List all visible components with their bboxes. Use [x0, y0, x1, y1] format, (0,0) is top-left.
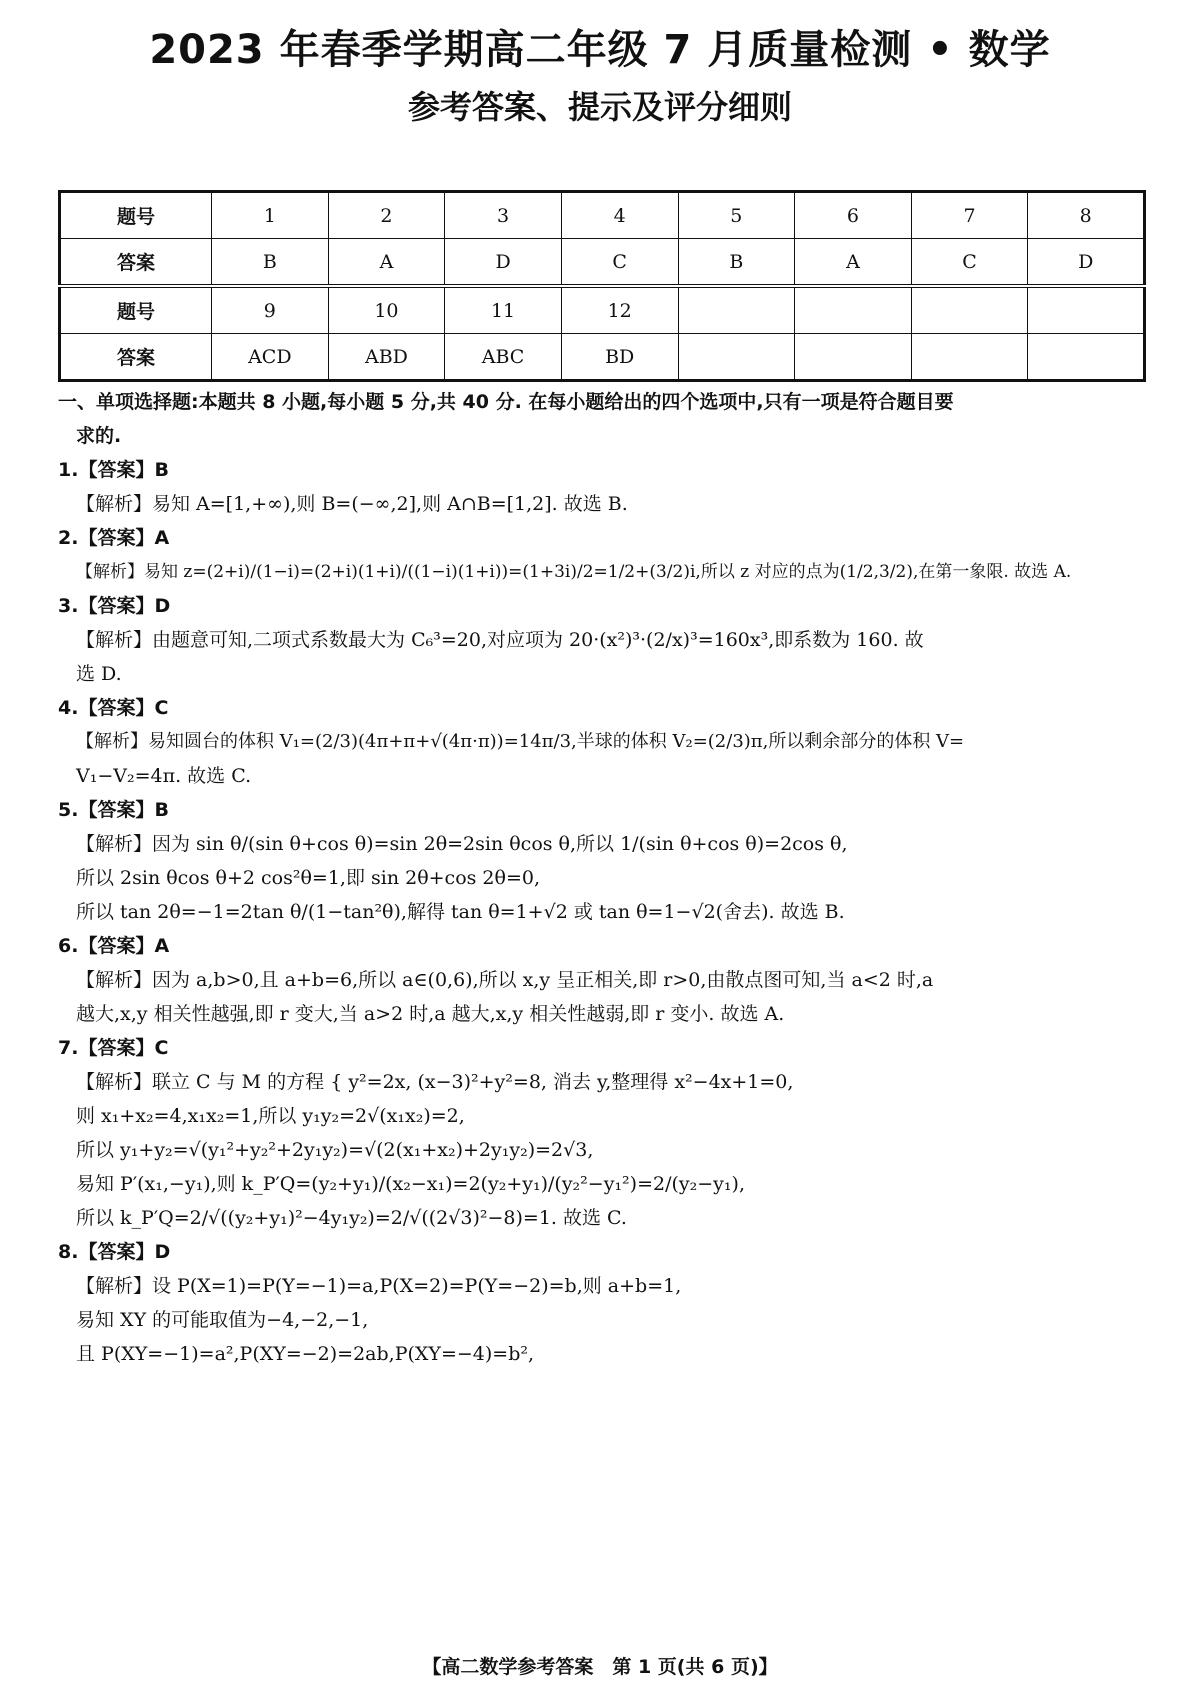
solution-line: 所以 y₁+y₂=√(y₁²+y₂²+2y₁y₂)=√(2(x₁+x₂)+2y₁y₂)=2√3, — [76, 1139, 594, 1161]
answer-label: 6.【答案】A — [58, 935, 170, 957]
answer-label: 2.【答案】A — [58, 527, 170, 549]
table-row-label: 答案 — [60, 334, 212, 381]
table-cell: 1 — [212, 192, 329, 239]
table-row-label: 题号 — [60, 286, 212, 334]
solutions-body — [58, 385, 1152, 1371]
solution-line: 【解析】易知 z=(2+i)/(1−i)=(2+i)(1+i)/((1−i)(1+i))=(1+3i)/2=1/2+(3/2)i,所以 z 对应的点为(1/2,3/2),在第一象限. 故选 A. — [76, 562, 1072, 582]
solution-line: 【解析】因为 sin θ/(sin θ+cos θ)=sin 2θ=2sin θcos θ,所以 1/(sin θ+cos θ)=2cos θ, — [76, 833, 848, 855]
table-cell: A — [795, 239, 912, 287]
answer-label: 8.【答案】D — [58, 1241, 171, 1263]
table-cell — [1028, 334, 1145, 381]
solution-line: 则 x₁+x₂=4,x₁x₂=1,所以 y₁y₂=2√(x₁x₂)=2, — [76, 1105, 465, 1127]
table-cell — [1028, 286, 1145, 334]
answer-label: 5.【答案】B — [58, 799, 169, 821]
question-block-3 — [58, 589, 1152, 691]
question-block-8 — [58, 1235, 1152, 1371]
page-title: 2023 年春季学期高二年级 7 月质量检测 • 数学 — [149, 27, 1051, 73]
solution-line: 【解析】易知 A=[1,+∞),则 B=(−∞,2],则 A∩B=[1,2]. 故选 B. — [76, 493, 628, 515]
table-cell: 2 — [328, 192, 445, 239]
table-row — [60, 192, 1145, 239]
answer-label: 3.【答案】D — [58, 595, 171, 617]
table-row-label: 题号 — [60, 192, 212, 239]
table-cell: 10 — [328, 286, 445, 334]
question-block-6 — [58, 929, 1152, 1031]
table-cell — [911, 334, 1028, 381]
table-cell: B — [212, 239, 329, 287]
table-cell: C — [561, 239, 678, 287]
section-heading: 一、单项选择题:本题共 8 小题,每小题 5 分,共 40 分. 在每小题给出的四个选项中,只有一项是符合题目要 — [58, 391, 954, 413]
table-row-label: 答案 — [60, 239, 212, 287]
table-cell — [678, 286, 795, 334]
table-cell: 4 — [561, 192, 678, 239]
answer-label: 1.【答案】B — [58, 459, 169, 481]
table-row — [60, 286, 1145, 334]
table-cell: A — [328, 239, 445, 287]
answer-label: 7.【答案】C — [58, 1037, 169, 1059]
solution-line: 【解析】联立 C 与 M 的方程 { y²=2x, (x−3)²+y²=8, 消去 y,整理得 x²−4x+1=0, — [76, 1071, 794, 1093]
question-block-7 — [58, 1031, 1152, 1235]
question-block-4 — [58, 691, 1152, 793]
table-cell: ABC — [445, 334, 562, 381]
table-cell: BD — [561, 334, 678, 381]
table-cell: B — [678, 239, 795, 287]
table-cell — [678, 334, 795, 381]
solution-line: 所以 k_P′Q=2/√((y₂+y₁)²−4y₁y₂)=2/√((2√3)²−8)=1. 故选 C. — [76, 1207, 627, 1229]
table-cell — [795, 334, 912, 381]
table-cell: 9 — [212, 286, 329, 334]
solution-line: 【解析】易知圆台的体积 V₁=(2/3)(4π+π+√(4π·π))=14π/3,半球的体积 V₂=(2/3)π,所以剩余部分的体积 V= — [76, 731, 965, 752]
question-block-1 — [58, 453, 1152, 521]
solution-line: 易知 XY 的可能取值为−4,−2,−1, — [76, 1309, 369, 1331]
table-cell: ACD — [212, 334, 329, 381]
solution-line: 易知 P′(x₁,−y₁),则 k_P′Q=(y₂+y₁)/(x₂−x₁)=2(y₂+y₁)/(y₂²−y₁²)=2/(y₂−y₁), — [76, 1173, 745, 1195]
table-row — [60, 239, 1145, 287]
table-cell: 5 — [678, 192, 795, 239]
table-cell: 11 — [445, 286, 562, 334]
solution-line: 所以 tan 2θ=−1=2tan θ/(1−tan²θ),解得 tan θ=1+√2 或 tan θ=1−√2(舍去). 故选 B. — [76, 901, 845, 923]
question-block-5 — [58, 793, 1152, 929]
solution-line: 且 P(XY=−1)=a²,P(XY=−2)=2ab,P(XY=−4)=b², — [76, 1343, 535, 1365]
table-cell: 8 — [1028, 192, 1145, 239]
table-cell — [795, 286, 912, 334]
table-cell: ABD — [328, 334, 445, 381]
solution-line: 选 D. — [76, 663, 122, 685]
table-cell: D — [1028, 239, 1145, 287]
table-cell — [911, 286, 1028, 334]
table-cell: 12 — [561, 286, 678, 334]
section-heading-cont: 求的. — [76, 425, 122, 447]
solution-line: 【解析】因为 a,b>0,且 a+b=6,所以 a∈(0,6),所以 x,y 呈正相关,即 r>0,由散点图可知,当 a<2 时,a — [76, 969, 934, 991]
answer-table — [58, 190, 1146, 382]
page-footer: 【高二数学参考答案 第 1 页(共 6 页)】 — [422, 1656, 778, 1678]
table-cell: C — [911, 239, 1028, 287]
table-cell: 7 — [911, 192, 1028, 239]
table-cell: D — [445, 239, 562, 287]
answer-label: 4.【答案】C — [58, 697, 169, 719]
solution-line: 【解析】由题意可知,二项式系数最大为 C₆³=20,对应项为 20·(x²)³·(2/x)³=160x³,即系数为 160. 故 — [76, 629, 924, 651]
solution-line: 【解析】设 P(X=1)=P(Y=−1)=a,P(X=2)=P(Y=−2)=b,则 a+b=1, — [76, 1275, 682, 1297]
solution-line: 越大,x,y 相关性越强,即 r 变大,当 a>2 时,a 越大,x,y 相关性越弱,即 r 变小. 故选 A. — [76, 1003, 785, 1025]
page-subtitle: 参考答案、提示及评分细则 — [407, 88, 792, 126]
table-row — [60, 334, 1145, 381]
solution-line: V₁−V₂=4π. 故选 C. — [76, 765, 252, 787]
solution-line: 所以 2sin θcos θ+2 cos²θ=1,即 sin 2θ+cos 2θ=0, — [76, 867, 540, 889]
table-cell: 3 — [445, 192, 562, 239]
question-block-2 — [58, 521, 1152, 589]
table-cell: 6 — [795, 192, 912, 239]
